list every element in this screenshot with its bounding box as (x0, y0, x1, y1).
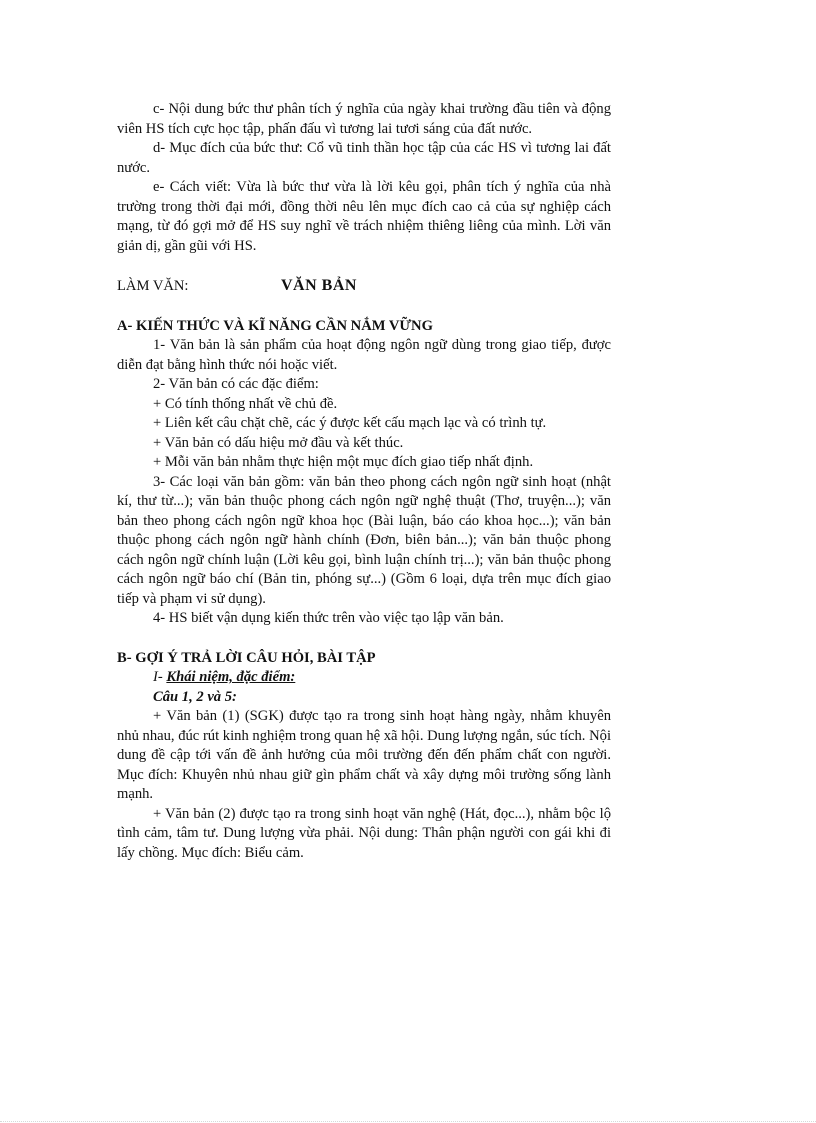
section-a-paragraph-1: 1- Văn bản là sản phẩm của hoạt động ngôn ngữ dùng trong giao tiếp, được diễn đạt bằng hình thức nói hoặc viết. (117, 337, 611, 373)
paragraph-item-d: d- Mục đích của bức thư: Cổ vũ tinh thần học tập của các HS vì tương lai đất nước. (117, 140, 611, 176)
paragraph-item-e: e- Cách viết: Vừa là bức thư vừa là lời kêu gọi, phân tích ý nghĩa của nhà trường trong thời đại mới, đồng thời nêu lên mục đích cao cả của sự nghiệp cách mạng, từ đó gợi mở để HS suy nghĩ về trách nhiệm thiêng liêng của mình. Lời văn giản dị, gần gũi với HS. (117, 179, 611, 254)
answer-text-1: + Văn bản (1) (SGK) được tạo ra trong sinh hoạt hàng ngày, nhằm khuyên nhủ nhau, đúc rút kinh nghiệm trong quan hệ xã hội. Dung lượng ngắn, súc tích. Nội dung đề cập tới vấn đề ảnh hưởng của môi trường đến đến phẩm chất con người. Mục đích: Khuyên nhủ nhau giữ gìn phẩm chất và xây dựng môi trường sống lành mạnh. (117, 708, 611, 802)
section-a-paragraph-4: 4- HS biết vận dụng kiến thức trên vào việc tạo lập văn bản. (153, 610, 504, 626)
feature-bullet: + Liên kết câu chặt chẽ, các ý được kết cấu mạch lạc và có trình tự. (153, 415, 547, 431)
section-b-subheading (117, 668, 611, 688)
subheading-title: Khái niệm, đặc điểm: (166, 669, 296, 685)
lam-van-label: LÀM VĂN: (117, 278, 189, 294)
question-label: Câu 1, 2 và 5: (153, 688, 237, 705)
feature-bullet: + Văn bản có dấu hiệu mở đầu và kết thúc. (153, 434, 404, 451)
section-a-heading: A- KIẾN THỨC VÀ KĨ NĂNG CẦN NẮM VỮNG (117, 317, 433, 334)
paragraph-item-c: c- Nội dung bức thư phân tích ý nghĩa của ngày khai trường đầu tiên và động viên HS tích cực học tập, phấn đấu vì tương lai tươi sáng của đất nước. (117, 101, 611, 137)
lam-van-title: VĂN BẢN (281, 277, 357, 294)
section-a-paragraph-2: 2- Văn bản có các đặc điểm: (153, 376, 319, 392)
subheading-prefix: I- (153, 669, 167, 685)
document-page (117, 100, 611, 863)
section-b-heading: B- GỢI Ý TRẢ LỜI CÂU HỎI, BÀI TẬP (117, 649, 376, 666)
section-a-paragraph-3: 3- Các loại văn bản gồm: văn bản theo phong cách ngôn ngữ sinh hoạt (nhật kí, thư từ...); văn bản thuộc phong cách ngôn ngữ nghệ thuật (Thơ, truyện...); văn bản theo phong cách ngôn ngữ khoa học (Bài luận, báo cáo khoa học...); văn bản thuộc phong cách ngôn ngữ hành chính (Đơn, biên bản...); văn bản thuộc phong cách ngôn ngữ chính luận (Lời kêu gọi, bình luận chính trị...); văn bản thuộc phong cách ngôn ngữ báo chí (Bản tin, phóng sự...) (Gồm 6 loại, dựa trên mục đích giao tiếp và phạm vi sử dụng). (117, 473, 611, 607)
lam-van-heading (117, 276, 611, 297)
page-bottom-rule (0, 1121, 816, 1122)
feature-bullet: + Mỗi văn bản nhằm thực hiện một mục đích giao tiếp nhất định. (153, 454, 534, 470)
answer-text-2: + Văn bản (2) được tạo ra trong sinh hoạt văn nghệ (Hát, đọc...), nhằm bộc lộ tình cảm, tâm tư. Dung lượng vừa phải. Nội dung: Thân phận người con gái khi đi lấy chồng. Mục đích: Biểu cảm. (117, 805, 611, 861)
feature-bullet: + Có tính thống nhất về chủ đề. (153, 395, 338, 412)
